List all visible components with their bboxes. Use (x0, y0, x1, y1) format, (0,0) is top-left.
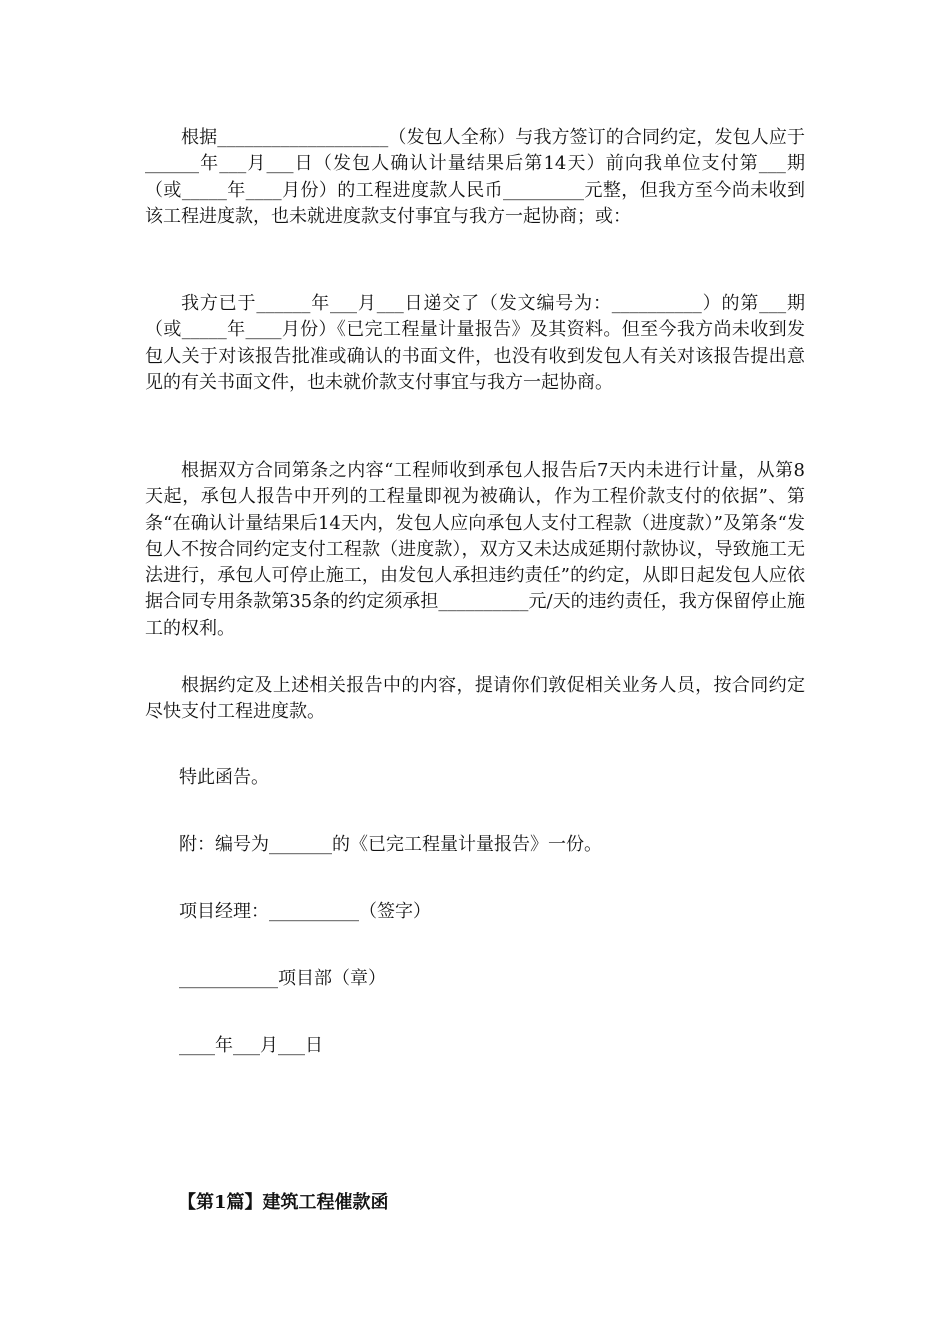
project-manager-signature-line: 项目经理：__________（签字） (179, 901, 431, 922)
date-line: ____年___月___日 (179, 1035, 323, 1056)
paragraph-report-submitted: 我方已于______年___月___日递交了（发文编号为：__________）的第___期（或_____年____月份）《已完工程量计量报告》及其资料。但至今我方尚未收到发包人关于对该报告批准或确认的书面文件，也没有收到发包人有关对该报告提出意见的有关书面文件，也未就价款支付事宜与我方一起协商。 (145, 293, 805, 393)
paragraph-payment-due: 根据___________________（发包人全称）与我方签订的合同约定，发包人应于______年___月___日（发包人确认计量结果后第14天）前向我单位支付第___期（或_____年____月份）的工程进度款人民币_________元整，但我方至今尚未收到该工程进度款，也未就进度款支付事宜与我方一起协商；或： (145, 127, 805, 227)
notice-line: 特此函告。 (179, 767, 269, 788)
attachment-line: 附：编号为_______的《已完工程量计量报告》一份。 (179, 834, 602, 855)
paragraph-request: 根据约定及上述相关报告中的内容，提请你们敦促相关业务人员，按合同约定尽快支付工程进度款。 (145, 675, 805, 723)
section-heading: 【第1篇】建筑工程催款函 (178, 1192, 389, 1213)
paragraph-contract-terms: 根据双方合同第条之内容“工程师收到承包人报告后7天内未进行计量，从第8天起，承包人报告中开列的工程量即视为被确认，作为工程价款支付的依据”、第条“在确认计量结果后14天内，发包人应向承包人支付工程款（进度款）”及第条“发包人不按合同约定支付工程款（进度款），双方又未达成延期付款协议，导致施工无法进行，承包人可停止施工，由发包人承担违约责任”的约定，从即日起发包人应依据合同专用条款第35条的约定须承担__________元/天的违约责任，我方保留停止施工的权利。 (145, 460, 805, 639)
project-department-seal-line: ___________项目部（章） (179, 968, 386, 989)
